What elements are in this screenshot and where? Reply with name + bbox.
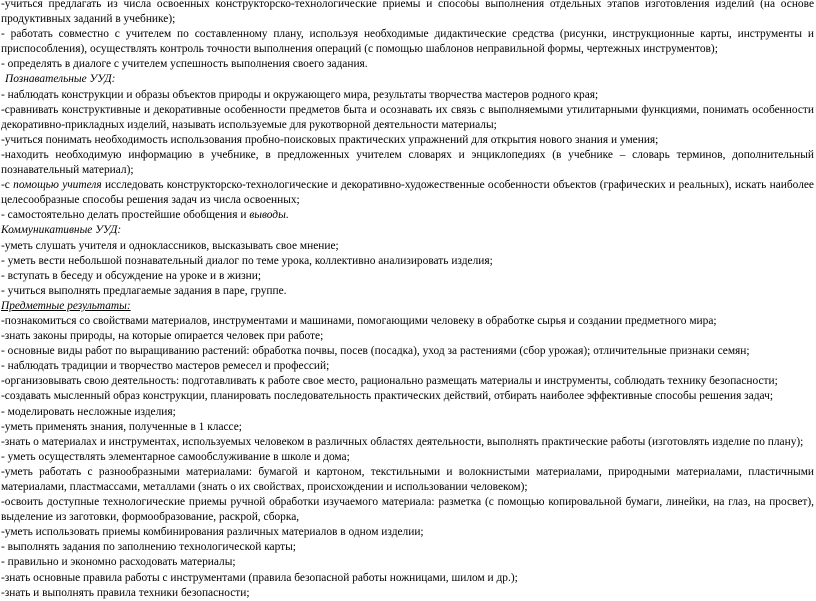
paragraph: -освоить доступные технологические приемы ручной обработки изучаемого материала: разметка (с помощью копировальной бумаги, линейки, на глаз, на просвет), выделение из заготовки, формообразование, раскрой, сборка,	[1, 496, 814, 524]
paragraph: -уметь использовать приемы комбинирования различных материалов в одном изделии;	[1, 526, 424, 539]
document-body	[1, 0, 814, 601]
paragraph: - определять в диалоге с учителем успешность выполнения своего задания.	[1, 58, 368, 71]
paragraph: - выполнять задания по заполнению технологической карты;	[1, 541, 296, 554]
section-heading-communicative: Коммуникативные УУД:	[1, 224, 122, 237]
paragraph: -познакомиться со свойствами материалов, инструментами и машинами, помогающими человеку в обработке сырья и создании предметного мира;	[1, 314, 717, 327]
paragraph-text: -с	[1, 179, 14, 192]
section-heading-subject-results: Предметные результаты:	[1, 299, 131, 312]
paragraph: -сравнивать конструктивные и декоративные особенности предметов быта и осознавать их связь с выполняемыми утилитарными функциями, понимать особенности декоративно-прикладных изделий, называть используемые для рукотворной деятельности материалы;	[1, 103, 814, 131]
paragraph: - наблюдать конструкции и образы объектов природы и окружающего мира, результаты творчества мастеров родного края;	[1, 88, 599, 101]
paragraph	[1, 178, 814, 208]
paragraph: - работать совместно с учителем по составленному плану, используя необходимые дидактические средства (рисунки, инструкционные карты, инструменты и приспособления), осуществлять контроль точности выполнения операций (с помощью шаблонов неправильной формы, чертежных инструментов);	[1, 28, 814, 56]
paragraph: -уметь применять знания, полученные в 1 классе;	[1, 420, 242, 433]
section-heading-cognitive: Познавательные УУД:	[5, 73, 116, 86]
paragraph: -организовывать свою деятельность: подготавливать к работе свое место, рационально размещать материалы и инструменты, соблюдать технику безопасности;	[1, 375, 778, 388]
paragraph: - моделировать несложные изделия;	[1, 405, 176, 418]
paragraph-text: .	[285, 209, 289, 222]
paragraph-text: - самостоятельно делать простейшие обобщения и	[1, 209, 250, 222]
paragraph	[1, 208, 814, 223]
paragraph: -находить необходимую информацию в учебнике, в предложенных учителем словарях и энциклопедиях (в учебнике – словарь терминов, дополнительный познавательный материал);	[1, 148, 814, 177]
paragraph: - вступать в беседу и обсуждение на уроке и в жизни;	[1, 269, 261, 282]
paragraph: -учиться предлагать из числа освоенных конструкторско-технологические приемы и способы выполнения отдельных этапов изготовления изделий (на основе продуктивных заданий в учебнике);	[1, 0, 814, 26]
paragraph: - правильно и экономно расходовать материалы;	[1, 556, 236, 569]
paragraph: -знать и выполнять правила техники безопасности;	[1, 586, 250, 599]
paragraph-text: исследовать конструкторско-технологические и декоративно-художественные особенности объектов (графических и реальных), искать наиболее целесообразные способы решения задач из числа освоенных;	[1, 179, 814, 207]
paragraph: -уметь работать с разнообразными материалами: бумагой и картоном, текстильными и волокнистыми материалами, природными материалами, пластичными материалами, пластмассами, металлами (знать о их свойствах, происхождении и использовании человеком);	[1, 465, 814, 493]
emphasis-text: помощью учителя	[13, 179, 102, 192]
paragraph: - учиться выполнять предлагаемые задания в паре, группе.	[1, 284, 287, 297]
paragraph: -учиться понимать необходимость использования пробно-поисковых практических упражнений для открытия нового знания и умения;	[1, 133, 659, 146]
paragraph: -создавать мысленный образ конструкции, планировать последовательность практических действий, отбирать наиболее эффективные способы решения задач;	[1, 390, 774, 403]
paragraph: - наблюдать традиции и творчество мастеров ремесел и профессий;	[1, 360, 330, 373]
emphasis-text: выводы	[249, 209, 286, 222]
paragraph: -знать законы природы, на которые опирается человек при работе;	[1, 330, 324, 343]
paragraph: - уметь осуществлять элементарное самообслуживание в школе и дома;	[1, 450, 350, 463]
paragraph: -знать основные правила работы с инструментами (правила безопасной работы ножницами, шилом и др.);	[1, 571, 518, 584]
paragraph: - уметь вести небольшой познавательный диалог по теме урока, коллективно анализировать изделия;	[1, 254, 493, 267]
paragraph: -знать о материалах и инструментах, используемых человеком в различных областях деятельности, выполнять практические работы (изготовлять изделие по плану);	[1, 435, 804, 448]
paragraph: - основные виды работ по выращиванию растений: обработка почвы, посев (посадка), уход за растениями (сбор урожая); отличительные признаки семян;	[1, 345, 750, 358]
paragraph: -уметь слушать учителя и одноклассников, высказывать свое мнение;	[1, 239, 339, 252]
